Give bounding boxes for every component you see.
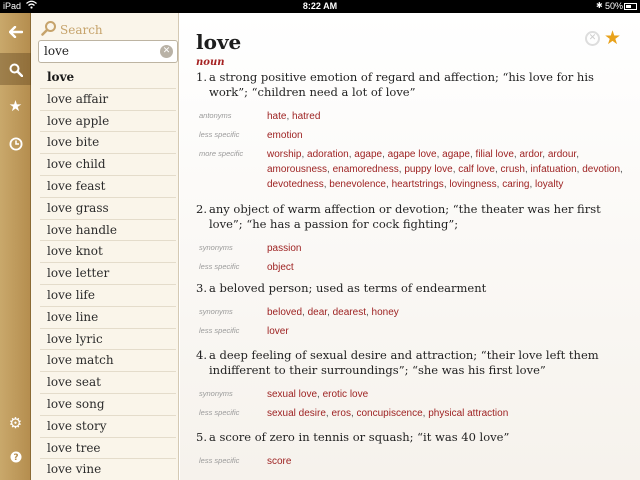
- related-word-link[interactable]: erotic love: [322, 389, 369, 400]
- relation-row: [196, 305, 630, 320]
- search-title: [41, 20, 103, 38]
- sense-number: 2.: [196, 202, 207, 216]
- sense-text: a score of zero in tennis or squash; “it was 40 love”: [209, 430, 510, 444]
- list-item[interactable]: love vine: [40, 459, 176, 480]
- favorite-star-icon[interactable]: ★: [604, 27, 622, 49]
- related-word-link[interactable]: loyalty: [535, 179, 564, 190]
- relation-row: [196, 260, 630, 275]
- related-word-link[interactable]: calf love: [458, 164, 495, 175]
- relation-values: sexual love, erotic love: [267, 389, 369, 400]
- relation-label: antonyms: [199, 111, 232, 120]
- related-word-link[interactable]: adoration: [307, 149, 349, 160]
- search-input[interactable]: [38, 40, 178, 63]
- sense-number: 5.: [196, 430, 207, 444]
- list-item[interactable]: love letter: [40, 263, 176, 285]
- related-word-link[interactable]: benevolence: [329, 179, 386, 190]
- list-item[interactable]: love song: [40, 394, 176, 416]
- search-input-value[interactable]: love: [44, 44, 69, 58]
- list-item[interactable]: love grass: [40, 198, 176, 220]
- related-word-link[interactable]: score: [267, 456, 292, 467]
- list-item[interactable]: love handle: [40, 220, 176, 242]
- list-item[interactable]: love line: [40, 307, 176, 329]
- relation-values: [267, 454, 630, 469]
- sense-number: 4.: [196, 348, 207, 362]
- magnifier-icon: [41, 20, 57, 41]
- carrier-label: iPad: [3, 1, 22, 11]
- sense-text: any object of warm affection or devotion; “the theater was her first love”; “he has a passion for cock fighting”;: [209, 202, 601, 231]
- related-word-link[interactable]: lovingness: [449, 179, 497, 190]
- list-item[interactable]: love story: [40, 416, 176, 438]
- related-word-link[interactable]: passion: [267, 243, 302, 254]
- relation-values: [267, 324, 630, 339]
- related-word-link[interactable]: concupiscence: [356, 408, 423, 419]
- list-item[interactable]: love apple: [40, 111, 176, 133]
- relation-values: worship, adoration, agape, agape love, agape, filial love, ardor, ardour, amorousness, enamoredness, puppy love, calf love, crush, infatuation, devotion, devotedness, benevolence, heartstrings, lovingness, caring, loyalty: [267, 149, 623, 190]
- related-word-link[interactable]: amorousness: [267, 164, 328, 175]
- list-item[interactable]: love feast: [40, 176, 176, 198]
- relation-values: [267, 128, 630, 143]
- relation-values: sexual desire, eros, concupiscence, physical attraction: [267, 408, 509, 419]
- relation-label: synonyms: [199, 307, 233, 316]
- relation-row: [196, 454, 630, 469]
- list-item[interactable]: love lyric: [40, 329, 176, 351]
- relation-row: [196, 147, 630, 192]
- sense: [196, 70, 630, 192]
- relation-label: less specific: [199, 326, 240, 335]
- sense-definition: [196, 430, 630, 445]
- related-word-link[interactable]: honey: [371, 307, 399, 318]
- relation-label: less specific: [199, 456, 240, 465]
- relation-row: [196, 406, 630, 421]
- sense: [196, 430, 630, 469]
- list-item[interactable]: love seat: [40, 372, 176, 394]
- related-word-link[interactable]: devotedness: [267, 179, 324, 190]
- list-item[interactable]: love knot: [40, 241, 176, 263]
- related-word-link[interactable]: hatred: [292, 111, 321, 122]
- sense-number: 1.: [196, 70, 207, 84]
- related-word-link[interactable]: dearest: [332, 307, 366, 318]
- related-word-link[interactable]: agape: [354, 149, 383, 160]
- sense-text: a strong positive emotion of regard and affection; “his love for his work”; “children need a lot of love”: [209, 70, 594, 99]
- relation-label: less specific: [199, 262, 240, 271]
- relation-label: synonyms: [199, 389, 233, 398]
- related-word-link[interactable]: beloved: [267, 307, 303, 318]
- star-icon[interactable]: ★: [8, 97, 23, 115]
- related-word-link[interactable]: dear: [307, 307, 328, 318]
- list-item[interactable]: love life: [40, 285, 176, 307]
- related-word-link[interactable]: agape love: [387, 149, 437, 160]
- svg-text:?: ?: [12, 452, 19, 463]
- related-word-link[interactable]: puppy love: [404, 164, 453, 175]
- sense: [196, 348, 630, 421]
- battery-percent: 50%: [605, 1, 624, 11]
- remove-icon[interactable]: ✕: [585, 31, 600, 46]
- history-icon[interactable]: [0, 127, 31, 159]
- battery-icon: [624, 3, 637, 10]
- related-word-link[interactable]: devotion: [582, 164, 621, 175]
- gear-icon[interactable]: ⚙: [8, 414, 23, 432]
- relation-row: [196, 387, 630, 402]
- nav-rail: [0, 13, 31, 480]
- word-list: [40, 67, 176, 480]
- related-word-link[interactable]: object: [267, 262, 294, 273]
- related-word-link[interactable]: agape: [442, 149, 470, 160]
- related-word-link[interactable]: hate: [267, 111, 287, 122]
- clear-icon[interactable]: ✕: [160, 45, 173, 58]
- relation-values: [267, 241, 630, 256]
- sense-definition: [196, 281, 630, 296]
- relation-label: synonyms: [199, 243, 233, 252]
- related-word-link[interactable]: emotion: [267, 130, 303, 141]
- related-word-link[interactable]: heartstrings: [391, 179, 444, 190]
- status-bar: [0, 0, 640, 13]
- list-item[interactable]: love tree: [40, 438, 176, 460]
- part-of-speech: noun: [196, 57, 225, 68]
- related-word-link[interactable]: worship: [267, 149, 302, 160]
- related-word-link[interactable]: crush: [500, 164, 525, 175]
- search-title-label: Search: [60, 23, 103, 37]
- word-list-pane: [31, 13, 179, 480]
- related-word-link[interactable]: filial love: [475, 149, 514, 160]
- relation-values: hate, hatred: [267, 111, 321, 122]
- related-word-link[interactable]: ardor: [519, 149, 543, 160]
- sense: [196, 281, 630, 339]
- relation-label: more specific: [199, 149, 244, 158]
- relation-row: [196, 241, 630, 256]
- relation-values: beloved, dear, dearest, honey: [267, 307, 399, 318]
- relation-row: [196, 324, 630, 339]
- list-item[interactable]: love bite: [40, 132, 176, 154]
- related-word-link[interactable]: eros: [331, 408, 351, 419]
- sense-definition: [196, 348, 630, 378]
- related-word-link[interactable]: sexual love: [267, 389, 318, 400]
- related-word-link[interactable]: enamoredness: [332, 164, 399, 175]
- back-icon[interactable]: [0, 15, 31, 47]
- clock: 8:22 AM: [302, 1, 338, 11]
- search-icon[interactable]: [0, 53, 31, 85]
- relation-values: [267, 260, 630, 275]
- definition-pane: [180, 13, 640, 480]
- sense-text: a beloved person; used as terms of endearment: [209, 281, 487, 295]
- related-word-link[interactable]: sexual desire: [267, 408, 326, 419]
- list-item[interactable]: love affair: [40, 89, 176, 111]
- relation-row: [196, 109, 630, 124]
- related-word-link[interactable]: caring: [502, 179, 530, 190]
- related-word-link[interactable]: physical attraction: [428, 408, 509, 419]
- relation-label: less specific: [199, 408, 240, 417]
- headword: love: [196, 30, 242, 54]
- sense-definition: [196, 70, 630, 100]
- bluetooth-icon: ✱: [596, 1, 603, 10]
- sense-text: a deep feeling of sexual desire and attraction; “their love left them indifferent to their surroundings”; “she was his first love”: [209, 348, 599, 377]
- list-item[interactable]: love: [40, 67, 176, 89]
- relation-label: less specific: [199, 130, 240, 139]
- sense: [196, 202, 630, 275]
- related-word-link[interactable]: infatuation: [530, 164, 577, 175]
- relation-row: [196, 128, 630, 143]
- sense-number: 3.: [196, 281, 207, 295]
- related-word-link[interactable]: lover: [267, 326, 289, 337]
- help-icon[interactable]: [0, 440, 31, 472]
- sense-definition: [196, 202, 630, 232]
- related-word-link[interactable]: ardour: [547, 149, 577, 160]
- list-item[interactable]: love child: [40, 154, 176, 176]
- list-item[interactable]: love match: [40, 350, 176, 372]
